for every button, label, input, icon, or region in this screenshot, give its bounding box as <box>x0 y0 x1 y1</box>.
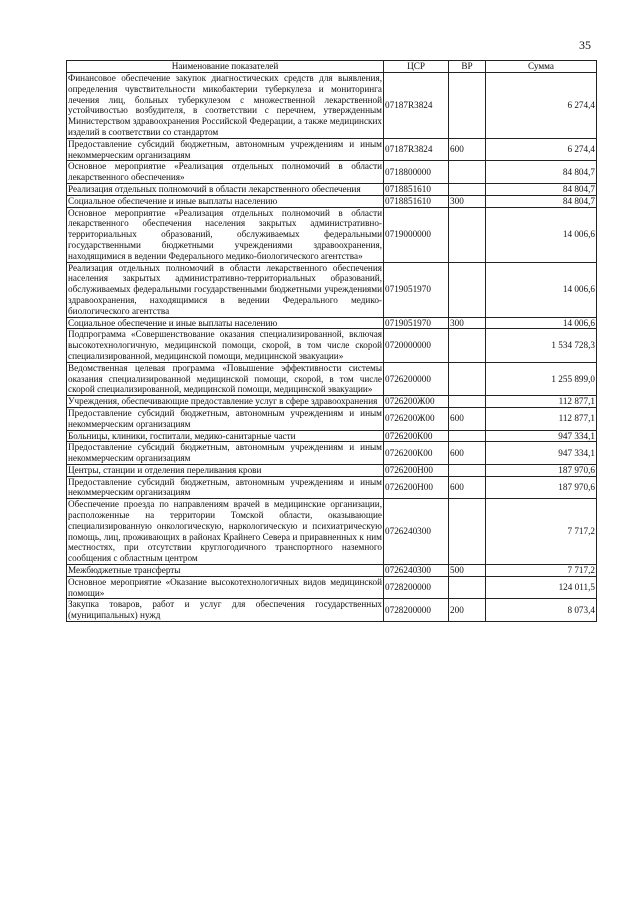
row-vr <box>449 262 486 317</box>
row-csr: 0719000000 <box>384 207 449 262</box>
table-row <box>67 565 597 577</box>
table-header-row <box>67 61 597 73</box>
table-row <box>67 329 597 362</box>
row-sum: 1 255 899,0 <box>486 362 597 395</box>
row-sum: 6 274,4 <box>486 138 597 161</box>
header-vr: ВР <box>449 61 486 73</box>
table-row <box>67 262 597 317</box>
row-csr: 0719051970 <box>384 317 449 329</box>
row-csr: 0718800000 <box>384 161 449 184</box>
row-sum: 112 877,1 <box>486 396 597 408</box>
row-vr <box>449 499 486 565</box>
row-sum: 8 073,4 <box>486 599 597 622</box>
row-sum: 947 334,1 <box>486 430 597 442</box>
row-name: Больницы, клиники, госпитали, медико-санитарные части <box>67 430 384 442</box>
table-row <box>67 183 597 195</box>
table-row <box>67 161 597 184</box>
row-csr: 0726200К00 <box>384 430 449 442</box>
row-csr: 0726200Ж00 <box>384 407 449 430</box>
table-row <box>67 499 597 565</box>
table-row <box>67 464 597 476</box>
row-vr: 300 <box>449 317 486 329</box>
row-csr: 0720000000 <box>384 329 449 362</box>
row-vr: 600 <box>449 476 486 499</box>
row-csr: 0728200000 <box>384 599 449 622</box>
row-name: Обеспечение проезда по направлениям врачей в медицинские организации, расположенные на территории Томской области, оказывающие специализированную онкологическую, наркологическую и психиатрическую помощь, лиц, проживающих в районах Крайнего Севера и приравненных к ним местностях, при отсутствии круглогодичного транспортного наземного сообщения с областным центром <box>68 499 382 564</box>
row-vr <box>449 161 486 184</box>
header-sum: Сумма <box>486 61 597 73</box>
table-row <box>67 138 597 161</box>
row-vr <box>449 329 486 362</box>
table-row <box>67 207 597 262</box>
row-name: Предоставление субсидий бюджетным, автономным учреждениям и иным некоммерческим организациям <box>68 442 382 464</box>
row-vr: 300 <box>449 195 486 207</box>
row-sum: 7 717,2 <box>486 499 597 565</box>
row-name: Социальное обеспечение и иные выплаты населению <box>67 317 384 329</box>
row-csr: 0726200Н00 <box>384 464 449 476</box>
row-vr <box>449 183 486 195</box>
row-name: Основное мероприятие «Оказание высокотехнологичных видов медицинской помощи» <box>68 576 382 598</box>
row-vr <box>449 73 486 139</box>
row-name: Центры, станции и отделения переливания крови <box>67 464 384 476</box>
row-csr: 0726240300 <box>384 565 449 577</box>
row-sum: 84 804,7 <box>486 195 597 207</box>
row-sum: 14 006,6 <box>486 207 597 262</box>
page-number: 35 <box>579 38 591 52</box>
row-name: Основное мероприятие «Реализация отдельных полномочий в области лекарственного обеспечения» <box>68 161 382 183</box>
table-row <box>67 476 597 499</box>
row-vr: 600 <box>449 442 486 465</box>
row-csr: 0726200К00 <box>384 442 449 465</box>
row-sum: 1 534 728,3 <box>486 329 597 362</box>
row-name: Межбюджетные трансферты <box>67 565 384 577</box>
row-csr: 0726200Ж00 <box>384 396 449 408</box>
row-sum: 124 011,5 <box>486 576 597 599</box>
row-sum: 14 006,6 <box>486 317 597 329</box>
row-vr <box>449 430 486 442</box>
row-sum: 187 970,6 <box>486 464 597 476</box>
row-vr <box>449 464 486 476</box>
row-name: Реализация отдельных полномочий в области лекарственного обеспечения <box>67 183 384 195</box>
row-csr: 0726200000 <box>384 362 449 395</box>
row-vr <box>449 362 486 395</box>
row-name: Основное мероприятие «Реализация отдельных полномочий в области лекарственного обеспечения населения закрытых административно-территориальных образований, обслуживаемых федеральными государственными бюджетными учреждениями здравоохранения, находящимися в ведении Федерального медико-биологического агентства» <box>68 207 382 261</box>
row-name: Финансовое обеспечение закупок диагностических средств для выявления, определения чувствительности микобактерии туберкулеза и мониторинга лечения лиц, больных туберкулезом с множественной лекарственной устойчивостью возбудителя, в соответствии с перечнем, утвержденным Министерством здравоохранения Российской Федерации, а также медицинских изделий в соответствии со стандартом <box>68 73 382 137</box>
row-name: Предоставление субсидий бюджетным, автономным учреждениям и иным некоммерческим организациям <box>68 476 382 498</box>
table-row <box>67 430 597 442</box>
table-row <box>67 576 597 599</box>
row-name: Подпрограмма «Совершенствование оказания специализированной, включая высокотехнологичную, медицинской помощи, скорой, в том числе скорой специализированной, медицинской помощи, медицинской эвакуации» <box>68 329 382 361</box>
row-sum: 947 334,1 <box>486 442 597 465</box>
table-row <box>67 73 597 139</box>
row-vr: 200 <box>449 599 486 622</box>
row-name: Предоставление субсидий бюджетным, автономным учреждениям и иным некоммерческим организациям <box>68 407 382 429</box>
table-row <box>67 317 597 329</box>
row-csr: 0718851610 <box>384 195 449 207</box>
row-vr: 600 <box>449 138 486 161</box>
table-row <box>67 407 597 430</box>
budget-table <box>66 60 597 622</box>
row-name: Закупка товаров, работ и услуг для обеспечения государственных (муниципальных) нужд <box>68 599 382 621</box>
row-csr: 0718851610 <box>384 183 449 195</box>
row-name: Предоставление субсидий бюджетным, автономным учреждениям и иным некоммерческим организациям <box>68 138 382 160</box>
row-sum: 6 274,4 <box>486 73 597 139</box>
header-name: Наименование показателей <box>67 61 384 73</box>
row-vr: 500 <box>449 565 486 577</box>
row-sum: 112 877,1 <box>486 407 597 430</box>
row-vr <box>449 396 486 408</box>
header-csr: ЦСР <box>384 61 449 73</box>
row-sum: 187 970,6 <box>486 476 597 499</box>
row-sum: 84 804,7 <box>486 161 597 184</box>
row-csr: 07187R3824 <box>384 138 449 161</box>
row-vr <box>449 207 486 262</box>
row-vr: 600 <box>449 407 486 430</box>
row-csr: 0726200Н00 <box>384 476 449 499</box>
table-row <box>67 195 597 207</box>
row-sum: 7 717,2 <box>486 565 597 577</box>
row-csr: 0719051970 <box>384 262 449 317</box>
row-csr: 0726240300 <box>384 499 449 565</box>
row-name: Социальное обеспечение и иные выплаты населению <box>67 195 384 207</box>
row-vr <box>449 576 486 599</box>
row-sum: 14 006,6 <box>486 262 597 317</box>
row-csr: 0728200000 <box>384 576 449 599</box>
table-row <box>67 442 597 465</box>
row-sum: 84 804,7 <box>486 183 597 195</box>
table-row <box>67 396 597 408</box>
table-row <box>67 599 597 622</box>
row-csr: 07187R3824 <box>384 73 449 139</box>
table-row <box>67 362 597 395</box>
row-name: Реализация отдельных полномочий в области лекарственного обеспечения населения закрытых административно-территориальных образований, обслуживаемых федеральными государственными бюджетными учреждениями здравоохранения, находящимися в ведении Федерального медико-биологического агентства <box>68 262 382 316</box>
row-name: Учреждения, обеспечивающие предоставление услуг в сфере здравоохранения <box>67 396 384 408</box>
row-name: Ведомственная целевая программа «Повышение эффективности системы оказания специализированной медицинской помощи, скорой, в том числе скорой специализированной, медицинской помощи, медицинской эвакуации» <box>68 362 382 395</box>
